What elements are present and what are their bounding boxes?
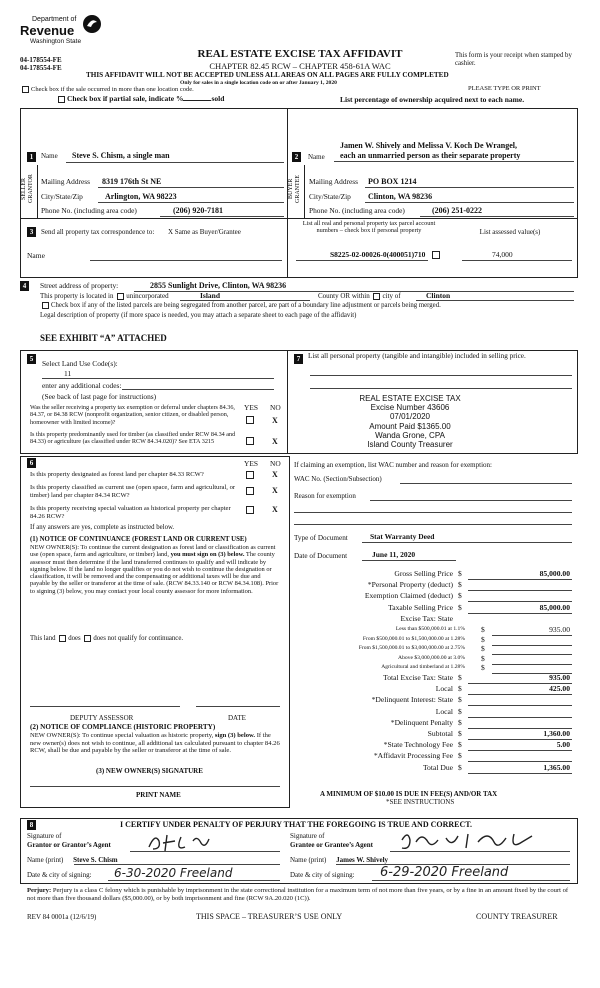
dept-line3: Washington State <box>30 38 82 45</box>
sold-label: sold <box>211 94 225 103</box>
grantee-name-label: Name (print) <box>290 856 327 864</box>
seller-mailing[interactable]: 8319 176th St NE <box>102 177 162 186</box>
unincorporated-checkbox[interactable] <box>117 293 124 300</box>
s6-q1-yes-checkbox[interactable] <box>246 471 254 479</box>
tax-row-label: From $1,500,000.01 to $3,000,000.00 at 2.75% <box>358 645 465 652</box>
form-title: REAL ESTATE EXCISE TAX AFFIDAVIT <box>197 48 403 60</box>
tax-row-label: Excise Tax: State <box>400 613 453 623</box>
tax-row-dollar: $ <box>481 634 485 644</box>
grantor-sig-label: Signature of <box>27 832 62 840</box>
tax-row-label: Total Excise Tax: State <box>383 673 453 682</box>
notice1-text-b: The county assessor must then determine if the land transferred continues to qualify and will indicate by signing below. If the land no longer qualifies or you do not wish to continue the designation or classification, it will be removed and the compensating or additional taxes will be due and payable by the seller or transferor at the time of sale. (RCW 84.33.140 or RCW 84.34.108). Prior to signing (3) below, you may contact your local county assessor for more information. <box>30 551 279 595</box>
section-4-number: 4 <box>20 281 29 291</box>
tax-row-value[interactable]: 5.00 <box>556 740 570 750</box>
stamp-line1: REAL ESTATE EXCISE TAX <box>359 394 461 403</box>
section-6-number: 6 <box>27 458 36 468</box>
notice1-text-a: NEW OWNER(S): To continue the current designation as forest land or classification as current use (open space, farm and agriculture, or timber) land, <box>30 544 276 559</box>
buyer-city[interactable]: Clinton, WA 98236 <box>368 192 433 201</box>
tax-row-label: Exemption Claimed (deduct) <box>364 591 453 601</box>
county-name[interactable]: Island <box>200 291 221 300</box>
s6-q2-answer[interactable]: X <box>272 486 278 495</box>
county-treasurer: COUNTY TREASURER <box>476 912 558 921</box>
s5-q1-yes-checkbox[interactable] <box>246 416 254 424</box>
notice1-body <box>30 544 280 595</box>
city-of-label: city of <box>382 292 401 300</box>
legal-label: Legal description of property (if more space is needed, you may attach a separate sheet to each page of the affidavit) <box>40 312 357 319</box>
this-land-label: This land <box>30 635 56 643</box>
print-name-label: PRINT NAME <box>136 791 181 799</box>
new-owner-signature-label: (3) NEW OWNER(S) SIGNATURE <box>96 767 203 775</box>
multi-location-row <box>20 86 194 94</box>
perjury-text: Perjury is a class C felony which is punishable by imprisonment in the state correctional institution for a maximum term of not more than five years, or by a fine in an amount fixed by the court of not more than five thousand dollars ($5,000.00), or by both imprisonment and fine (RCW 9A.20.020 (1C)). <box>27 887 569 902</box>
stamp-line2: Excise Number 43606 <box>370 403 450 413</box>
s6-q3-answer[interactable]: X <box>272 505 278 514</box>
perjury-label: Perjury: <box>27 887 52 894</box>
tax-row-dollar: $ <box>458 762 462 772</box>
buyer-phone-label: Phone No. (including area code) <box>309 206 405 215</box>
stamp-line3: 07/01/2020 <box>389 412 431 422</box>
tax-row-dollar: $ <box>481 644 485 654</box>
tax-row-label: Total Due <box>422 762 453 772</box>
see-back-label: (See back of last page for instructions) <box>42 392 157 401</box>
city-name[interactable]: Clinton <box>426 291 451 300</box>
send-correspondence-value[interactable]: X Same as Buyer/Grantee <box>168 228 241 236</box>
tax-row-label: *Delinquent Penalty <box>390 717 453 727</box>
tax-row-dollar: $ <box>458 684 462 694</box>
tax-row-label: Local <box>435 706 453 716</box>
street-value[interactable]: 2855 Sunlight Drive, Clinton, WA 98236 <box>150 281 287 290</box>
land-use-value[interactable]: 11 <box>64 369 72 378</box>
tax-row-dollar: $ <box>458 673 462 682</box>
seller-name-label: Name <box>41 152 58 160</box>
located-row <box>40 292 169 300</box>
treasurer-only: THIS SPACE – TREASURER’S USE ONLY <box>196 912 343 921</box>
tax-row-label: Local <box>435 684 453 694</box>
rev-number: REV 84 0001a (12/6/19) <box>27 913 97 921</box>
this-land-row <box>30 635 183 643</box>
s6-q3: Is this property receiving special valuation as historical property per chapter 84.26 RCW? <box>30 505 231 520</box>
partial-sale-checkbox[interactable] <box>58 96 65 103</box>
notice2-text-a: NEW OWNER(S): To continue special valuation as historic property, <box>30 732 214 739</box>
doc-type-label: Type of Document <box>294 534 348 542</box>
does-not-checkbox[interactable] <box>84 635 91 642</box>
section3-name-label: Name <box>27 251 45 260</box>
s6-q3-yes-checkbox[interactable] <box>246 506 254 514</box>
section-5-number: 5 <box>27 354 36 364</box>
grantee-name-row <box>290 856 388 864</box>
perjury-note <box>27 887 577 903</box>
tax-row-value[interactable]: 85,000.00 <box>539 569 570 578</box>
form-subtitle: CHAPTER 82.45 RCW – CHAPTER 458-61A WAC <box>209 61 391 71</box>
grantor-name-label: Name (print) <box>27 856 64 864</box>
section7-text: List all personal property (tangible and intangible) included in selling price. <box>308 352 526 360</box>
street-label: Street address of property: <box>40 281 119 290</box>
date-label: DATE <box>228 714 246 722</box>
notice1-title: (1) NOTICE OF CONTINUANCE (FOREST LAND OR CURRENT USE) <box>30 536 247 543</box>
buyer-mailing[interactable]: PO BOX 1214 <box>368 177 417 186</box>
tax-row-dollar: $ <box>481 625 485 634</box>
additional-codes-label: enter any additional codes: <box>42 381 122 390</box>
partial-sale-label: Check box if partial sale, indicate % <box>67 94 184 103</box>
dept-logo <box>20 14 100 54</box>
seller-city-label: City/State/Zip <box>41 192 83 201</box>
treasurer-stamp <box>310 394 510 449</box>
exhibit-note: SEE EXHIBIT “A” ATTACHED <box>40 333 167 343</box>
see-instructions: *SEE INSTRUCTIONS <box>386 798 455 806</box>
seller-phone-label: Phone No. (including area code) <box>41 206 137 215</box>
tax-row-dollar: $ <box>458 706 462 716</box>
tax-row-value[interactable]: 935.00 <box>549 673 570 682</box>
tax-row-label: *State Technology Fee <box>383 740 453 750</box>
grantee-name[interactable]: James W. Shively <box>336 856 389 864</box>
only-for-line: Only for sales in a single location code on or after January 1, 2020 <box>180 80 337 86</box>
parcel-header: List all real and personal property tax parcel account numbers – check box if personal property <box>302 220 436 235</box>
certify-line: I CERTIFY UNDER PENALTY OF PERJURY THAT THE FOREGOING IS TRUE AND CORRECT. <box>120 820 473 829</box>
county-within-label: County OR within <box>318 292 370 300</box>
tax-row-label: Subtotal <box>427 729 453 738</box>
please-type: PLEASE TYPE OR PRINT <box>468 85 541 92</box>
tax-row-dollar: $ <box>481 653 485 663</box>
parcel-1[interactable]: S8225-02-00026-0(400051)710 <box>330 250 426 259</box>
doc-date-label: Date of Document <box>294 552 348 560</box>
tax-row-value[interactable]: 1,365.00 <box>543 762 570 772</box>
notice2-title: (2) NOTICE OF COMPLIANCE (HISTORIC PROPERTY) <box>30 723 216 731</box>
seller-city[interactable]: Arlington, WA 98223 <box>105 192 177 201</box>
section-7-number: 7 <box>294 354 303 364</box>
partial-sale-row <box>56 95 224 104</box>
s5-q2-answer[interactable]: X <box>272 437 278 446</box>
notice2-bold: sign (3) below. <box>214 732 256 739</box>
s6-yes-header: YES <box>244 459 258 468</box>
tax-row-dollar: $ <box>458 695 462 705</box>
pct-ownership: List percentage of ownership acquired next to each name. <box>340 95 525 104</box>
section3-box <box>20 218 578 278</box>
seller-side-label: SELLER GRANTOR <box>21 174 35 204</box>
does-not-label: does not qualify for continuance. <box>93 635 184 643</box>
tax-row-dollar: $ <box>458 591 462 601</box>
buyer-name-line2[interactable]: each an unmarried person as their separate property <box>340 151 521 160</box>
segregate-checkbox[interactable] <box>42 302 49 309</box>
s5-q1-answer[interactable]: X <box>272 416 278 425</box>
land-use-label: Select Land Use Code(s): <box>42 359 118 368</box>
tax-row-value[interactable]: 425.00 <box>549 684 570 694</box>
grantee-sig-label: Signature of <box>290 832 325 840</box>
grantor-label: Grantor or Grantor’s Agent <box>27 841 111 849</box>
multi-location-label: Check box if the sale occurred in more than one location code. <box>31 86 194 93</box>
send-correspondence-label: Send all property tax correspondence to: <box>41 228 155 236</box>
tax-row-label: Gross Selling Price <box>394 569 453 578</box>
tax-row-value[interactable]: 85,000.00 <box>539 602 570 612</box>
located-label: This property is located in <box>40 292 114 300</box>
grantor-signature <box>145 831 235 853</box>
seller-name[interactable]: Steve S. Chism, a single man <box>72 151 170 160</box>
tax-row-label: *Personal Property (deduct) <box>367 580 453 590</box>
tax-row-label: Taxable Selling Price <box>388 602 453 612</box>
s5-q1: Was the seller receiving a property tax exemption or deferral under chapters 84.36, 84.37, or 84.38 RCW (nonprofit organization, senior citizen, or disabled person, homeowner with limited income)? <box>30 404 235 426</box>
multi-location-checkbox[interactable] <box>22 86 29 93</box>
tax-row-dollar: $ <box>458 729 462 738</box>
s5-q2: Is this property predominantly used for timber (as classified under RCW 84.34 and 84.33) or agriculture (as classified under RCW 84.34.020)? See ETA 3215 <box>30 431 236 446</box>
segregate-label: Check box if any of the listed parcels are being segregated from another parcel, are part of a boundary line adjustment or parcels being merged. <box>51 302 441 310</box>
doc-date[interactable]: June 11, 2020 <box>372 550 416 559</box>
tax-row-dollar: $ <box>458 740 462 750</box>
grantee-label: Grantee or Grantee’s Agent <box>290 841 374 849</box>
stamp-line4: Amount Paid $1365.00 <box>369 421 451 431</box>
stamp-line6: Island County Treasurer <box>367 439 453 449</box>
s6-q1: Is this property designated as forest land per chapter 84.33 RCW? <box>30 471 204 478</box>
doc-number-2: 04-178554-FE <box>20 64 62 72</box>
section-3-number: 3 <box>27 227 36 237</box>
tax-row-label: *Affidavit Processing Fee <box>373 751 453 761</box>
assessed-header: List assessed value(s) <box>479 228 541 236</box>
reason-label: Reason for exemption <box>294 492 356 500</box>
s6-q2-yes-checkbox[interactable] <box>246 487 254 495</box>
seller-phone[interactable]: (206) 920-7181 <box>173 206 223 215</box>
receipt-note: This form is your receipt when stamped by cashier. <box>455 52 572 68</box>
grantee-signature <box>398 828 548 854</box>
grantor-date-city-label: Date & city of signing: <box>27 871 92 879</box>
city-checkbox[interactable] <box>373 293 380 300</box>
tax-row-label: Less than $500,000.01 at 1.1% <box>395 626 465 632</box>
tax-row-dollar: $ <box>481 663 485 673</box>
s5-no-header: NO <box>270 403 281 412</box>
section-2-number: 2 <box>292 152 301 162</box>
doc-number-1: 04-178554-FE <box>20 56 62 64</box>
tax-row-dollar: $ <box>458 580 462 590</box>
buyer-city-label: City/State/Zip <box>309 192 351 201</box>
tax-row-label: Agricultural and timberland at 1.28% <box>381 664 465 671</box>
s5-yes-header: YES <box>244 403 258 412</box>
assessed-1[interactable]: 74,000 <box>492 250 513 259</box>
s6-if-yes: If any answers are yes, complete as instructed below. <box>30 524 175 531</box>
minimum-note: A MINIMUM OF $10.00 IS DUE IN FEE(S) AND/OR TAX <box>320 790 498 798</box>
s6-q2: Is this property classified as current use (open space, farm and agricultural, or timber) land per chapter 84.34 RCW? <box>30 484 236 499</box>
does-label: does <box>68 635 81 643</box>
exemption-claim-label: If claiming an exemption, list WAC number and reason for exemption: <box>294 461 492 469</box>
tax-row-label: *Delinquent Interest: State <box>371 695 453 705</box>
unincorporated-label: unincorporated <box>126 292 169 300</box>
buyer-name-line1[interactable]: Jamen W. Shively and Melissa V. Koch De Wrangel, <box>340 141 517 150</box>
tax-row-dollar: $ <box>458 751 462 761</box>
buyer-name-label: Name <box>308 153 325 161</box>
dept-line2: Revenue <box>20 23 75 38</box>
tax-row-value[interactable]: 1,360.00 <box>543 729 570 738</box>
warning-line: THIS AFFIDAVIT WILL NOT BE ACCEPTED UNLESS ALL AREAS ON ALL PAGES ARE FULLY COMPLETED <box>86 71 449 79</box>
buyer-side-label: BUYER GRANTEE <box>288 175 302 203</box>
grantor-name-row <box>27 856 118 864</box>
dept-line1: Department of <box>32 16 77 23</box>
grantee-date-city[interactable]: 6-29-2020 Freeland <box>380 865 509 880</box>
does-checkbox[interactable] <box>59 635 66 642</box>
grantee-date-city-label: Date & city of signing: <box>290 871 355 879</box>
tax-row-dollar: $ <box>458 602 462 612</box>
segregate-row <box>40 302 441 310</box>
doe-logo-icon <box>82 14 102 34</box>
notice2-body <box>30 732 280 755</box>
county-within-row <box>318 292 401 300</box>
buyer-mailing-label: Mailing Address <box>309 177 359 186</box>
buyer-phone[interactable]: (206) 251-0222 <box>432 206 482 215</box>
grantor-date-city[interactable]: 6-30-2020 Freeland <box>114 866 233 880</box>
section-8-number: 8 <box>27 820 36 830</box>
grantor-name[interactable]: Steve S. Chism <box>73 856 118 864</box>
doc-type[interactable]: Stat Warranty Deed <box>370 532 435 541</box>
tax-row-label: Above $3,000,000.00 at 3.0% <box>398 654 465 661</box>
seller-mailing-label: Mailing Address <box>41 177 91 186</box>
tax-row-value[interactable]: 935.00 <box>549 625 570 634</box>
s6-q1-answer[interactable]: X <box>272 470 278 479</box>
section-1-number: 1 <box>27 152 36 162</box>
tax-row-dollar: $ <box>458 569 462 578</box>
s5-q2-yes-checkbox[interactable] <box>246 437 254 445</box>
wac-label: WAC No. (Section/Subsection) <box>294 475 382 483</box>
notice2-text-b: If the new owner(s) does not wish to continue, all additional tax calculated pursuant to chapter 84.26 RCW, shall be due and payable by the seller or transferor at the time of sale. <box>30 732 280 755</box>
tax-row-dollar: $ <box>458 717 462 727</box>
s6-no-header: NO <box>270 459 281 468</box>
tax-row-label: From $500,000.01 to $1,500,000.00 at 1.28% <box>362 635 465 642</box>
notice1-bold: you must sign on (3) below. <box>170 551 245 559</box>
stamp-line5: Wanda Grone, CPA <box>375 430 445 440</box>
deputy-assessor-label: DEPUTY ASSESSOR <box>70 714 134 722</box>
